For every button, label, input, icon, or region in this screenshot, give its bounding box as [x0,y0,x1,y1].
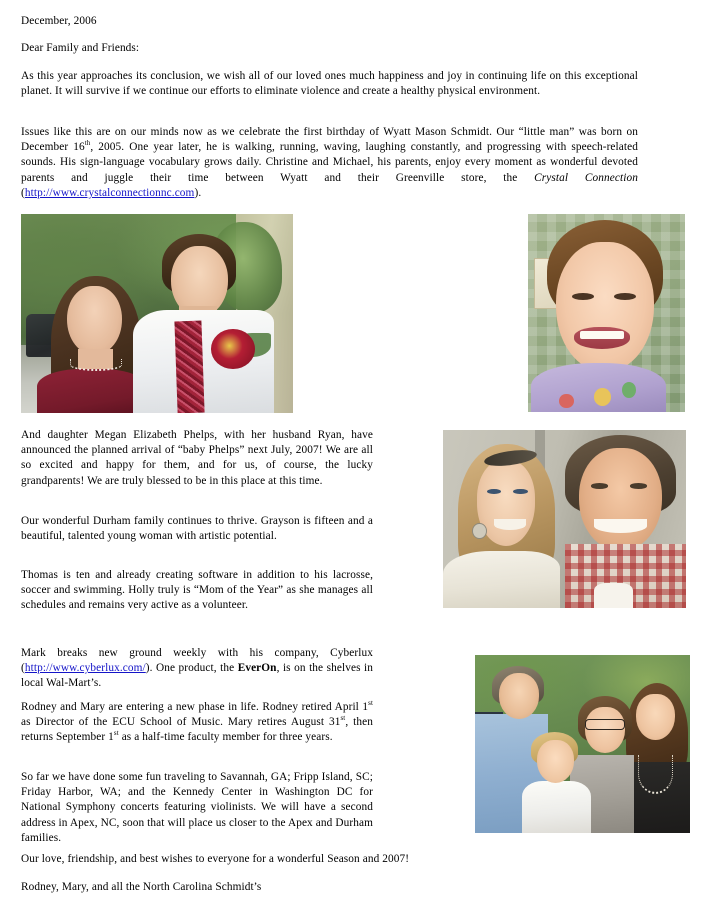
photo-baby-teeth [580,331,624,339]
paragraph-closing: Our love, friendship, and best wishes to everyone for a wonderful Season and 2007! [21,853,410,865]
photo-family-mother-glasses [585,719,626,730]
paragraph-durham: Our wonderful Durham family continues to thrive. Grayson is fifteen and a beautiful, talented young woman with artistic potential. [21,515,373,543]
photo-megan-ryan [443,430,686,608]
photo-family-daughter-necklace [638,755,672,794]
rodney-ordinal-2: st [340,714,346,723]
crystal-connection-link[interactable]: http://www.crystalconnectionnc.com [24,186,195,199]
photo-couple-man-tie [174,321,204,413]
mark-text-part1: Mark breaks new ground weekly with his company, Cyberlux ( [21,647,373,675]
mark-text-part3: , is on the shelves in local Wal-Mart’s. [21,662,373,690]
photo-baby-wyatt [528,214,685,412]
photo-megan-man-face [579,448,662,551]
paragraph-rodney [21,700,373,746]
photo-couple-wedding [21,214,293,413]
photo-megan-woman-eye-right [513,489,528,494]
rodney-text-part2: as Director of the ECU School of Music. Mary retires August 31 [21,716,341,729]
photo-megan-man-eye-right [630,483,647,488]
photo-family-son-shirt [522,781,591,833]
photo-baby-face [556,242,653,373]
paren-open: ( [21,186,25,199]
salutation: Dear Family and Friends: [21,42,140,54]
photo-megan-man-undershirt [594,583,633,608]
photo-family-son-face [537,740,574,783]
mark-text-part2: ). One product, the [145,662,238,675]
crystal-connection-name: Crystal Connection [534,171,638,184]
wyatt-ordinal-suffix: th [84,139,91,148]
photo-couple-woman-face [67,286,121,356]
wyatt-text-part1: Issues like this are on our minds now as we celebrate the first birthday of Wyatt Mason Schmidt. Our “little man” was born on December 16 [21,126,638,154]
rodney-ordinal-3: st [113,729,119,738]
paragraph-thomas: Thomas is ten and already creating software in addition to his lacrosse, soccer and swimming. Holly truly is “Mom of the Year” as she manages all schedules and remains very active as a volunteer. [21,569,373,612]
paren-close: ). [194,186,202,199]
photo-family-content [475,655,690,833]
photo-megan-woman-top [443,551,560,608]
paragraph-travel: So far we have done some fun traveling to Savannah, GA; Fripp Island, SC; Friday Harbor, WA; and the Kennedy Center in Washington DC for National Symphony concerts featuring violinists. We will have a second address in Apex, NC, soon that will place us closer to the Apex and Durham families. [21,771,373,844]
photo-baby-content [528,214,685,412]
rodney-text-part4: as a half-time faculty member for three years. [118,731,333,744]
rodney-text-part3: , then returns September 1 [21,716,373,744]
photo-couple-boutonniere [211,329,255,369]
paragraph-wyatt [21,125,638,201]
cyberlux-link[interactable]: http://www.cyberlux.com/ [24,662,146,675]
photo-family-father-face [499,673,540,719]
paragraph-megan: And daughter Megan Elizabeth Phelps, with her husband Ryan, have announced the planned arrival of “baby Phelps” next July, 2007! We are all so excited and happy for them, and for us, of course, the lucky grandparents! We are truly blessed to be in this place at this time. [21,429,373,487]
photo-couple-woman-dress [37,369,146,413]
paragraph-signoff: Rodney, Mary, and all the North Carolina Schmidt’s [21,881,262,893]
photo-megan-woman-earring [472,523,487,539]
everon-product-name: EverOn [237,662,277,675]
date-line: December, 2006 [21,15,97,27]
paragraph-mark [21,646,373,692]
photo-couple-content [21,214,293,413]
paragraph-intro: As this year approaches its conclusion, we wish all of our loved ones much happiness and joy in continuing life on this exceptional planet. It will survive if we continue our efforts to eliminate violence and create a healthy physical environment. [21,70,638,98]
photo-megan-content [443,430,686,608]
photo-baby-bib-motif-3 [559,394,573,408]
wyatt-text-part2: , 2005. One year later, he is walking, running, waving, laughing constantly, and progressing with speech-related sounds. His sign-language vocabulary grows daily. Christine and Michael, his parents, enjoy every moment as wonderful devoted parents and juggle their time between Wyatt and their Greenville store, the [21,141,638,184]
photo-megan-man-eye-left [591,483,608,488]
rodney-text-part1: Rodney and Mary are entering a new phase in life. Rodney retired April 1 [21,701,369,713]
photo-family-four [475,655,690,833]
rodney-ordinal-1: st [368,699,373,708]
photo-megan-woman-smile [494,519,526,530]
